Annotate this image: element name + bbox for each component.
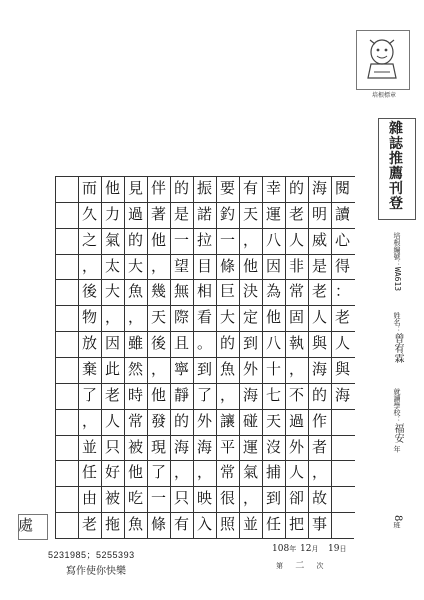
composition-char: 常 (127, 411, 143, 430)
composition-char: 此 (104, 360, 120, 378)
composition-char: 雖 (127, 334, 143, 353)
composition-char: 的 (173, 179, 189, 197)
composition-char: 要 (219, 179, 235, 197)
composition-char: ， (311, 463, 327, 482)
composition-char: 時 (127, 385, 143, 404)
grid-bottom-line (55, 538, 354, 539)
composition-char: 幾 (150, 282, 166, 301)
composition-char: 十 (265, 360, 281, 378)
composition-char: 卻 (288, 489, 304, 508)
composition-char: ， (150, 360, 166, 378)
composition-char: ， (196, 463, 212, 482)
date-month (300, 544, 318, 554)
date-day-unit: 日 (339, 545, 347, 553)
composition-char: 靜 (173, 385, 189, 404)
composition-char: 由 (81, 489, 97, 508)
composition-char: 老 (311, 282, 327, 301)
composition-char: 人 (311, 308, 327, 327)
composition-char: 碰 (242, 411, 258, 430)
composition-char: 與 (311, 334, 327, 353)
composition-char: 老 (104, 385, 120, 404)
composition-char: 海 (173, 437, 189, 456)
composition-char: 幸 (265, 179, 281, 197)
composition-char: 者 (311, 437, 327, 456)
composition-char: ， (104, 308, 120, 327)
composition-char: 天 (265, 411, 281, 430)
composition-char: 一 (173, 230, 189, 249)
composition-char: 明 (311, 204, 327, 223)
composition-char: 目 (196, 256, 212, 275)
grid-cell (332, 460, 355, 486)
composition-char: 閱 (334, 179, 350, 197)
composition-char: 他 (265, 308, 281, 327)
grid-cell (56, 254, 79, 280)
composition-char: 拖 (104, 515, 120, 534)
composition-char: 物 (81, 308, 97, 327)
date-month-value: 12 (300, 544, 312, 554)
composition-char: ， (150, 256, 166, 275)
composition-char: 氣 (104, 230, 120, 249)
composition-char: 力 (104, 204, 120, 223)
date-day-value: 19 (328, 544, 340, 554)
composition-char: 照 (219, 515, 235, 534)
composition-char: ， (173, 463, 189, 482)
composition-char: 的 (127, 230, 143, 249)
meta-name-value: 曾宥霖 (392, 333, 403, 363)
composition-char: 他 (104, 179, 120, 197)
composition-char: 運 (265, 204, 281, 223)
composition-char: 沒 (265, 437, 281, 456)
composition-char: 為 (265, 282, 281, 301)
composition-char: 海 (311, 360, 327, 378)
composition-char: 吃 (127, 489, 143, 508)
composition-char: 現 (150, 437, 166, 456)
grid-column (55, 176, 79, 538)
composition-char: 不 (288, 385, 304, 404)
grader-signature: 處 (18, 516, 34, 534)
composition-char: 好 (104, 463, 120, 482)
composition-char: 看 (196, 308, 212, 327)
grid-cell (56, 202, 79, 228)
composition-char: 外 (196, 411, 212, 430)
meta-school-value: 福安 (392, 423, 403, 443)
slogan: 寫作使你快樂 (66, 566, 126, 577)
composition-char: 到 (265, 489, 281, 508)
composition-char: 人 (288, 230, 304, 249)
composition-char: 魚 (127, 282, 143, 301)
composition-char: ， (127, 308, 143, 327)
composition-char: 很 (219, 489, 235, 508)
composition-char: 被 (104, 489, 120, 508)
composition-char: 老 (81, 515, 97, 534)
grid-cell (56, 512, 79, 538)
grid-cell (56, 409, 79, 435)
composition-char: 大 (219, 308, 235, 327)
composition-char: 作 (311, 411, 327, 430)
grid-cell (56, 435, 79, 461)
composition-char: ， (81, 411, 97, 430)
composition-char: 海 (196, 437, 212, 456)
composition-char: 海 (311, 179, 327, 197)
composition-char: 的 (173, 411, 189, 430)
composition-char: 寧 (173, 360, 189, 378)
composition-char: 際 (173, 308, 189, 327)
composition-char: 外 (242, 360, 258, 378)
composition-char: ， (242, 230, 258, 249)
meta-class (392, 515, 402, 528)
composition-char: 大 (127, 256, 143, 275)
meta-school (392, 388, 402, 452)
composition-char: 運 (242, 437, 258, 456)
composition-char: 把 (288, 515, 304, 534)
composition-char: 天 (150, 308, 166, 327)
date-year-value: 108 (272, 544, 290, 554)
composition-char: 讓 (219, 411, 235, 430)
meta-name-label: 姓名： (393, 312, 401, 333)
date-year-unit: 年 (289, 545, 297, 553)
grid-cell (56, 460, 79, 486)
composition-char: 伴 (150, 179, 166, 197)
bacon-mascot-icon (360, 32, 404, 86)
composition-char: 無 (173, 282, 189, 301)
composition-char: 被 (127, 437, 143, 456)
composition-char: 。 (196, 334, 212, 353)
composition-char: 魚 (219, 360, 235, 378)
composition-char: 映 (196, 489, 212, 508)
composition-char: 太 (104, 256, 120, 275)
grid-cell (56, 228, 79, 254)
meta-school-label: 就讀學校： (393, 388, 401, 423)
composition-char: ： (334, 282, 350, 301)
composition-char: 了 (196, 385, 212, 404)
composition-char: 的 (288, 179, 304, 197)
grid-cell (56, 383, 79, 409)
composition-char: 見 (127, 179, 143, 197)
composition-char: 棄 (81, 360, 97, 378)
composition-char: 老 (288, 204, 304, 223)
composition-char: 的 (311, 385, 327, 404)
composition-char: 因 (104, 334, 120, 353)
date-year (272, 544, 296, 554)
composition-char: 故 (311, 489, 327, 508)
composition-char: 他 (150, 385, 166, 404)
meta-name (392, 312, 402, 363)
date-day (328, 544, 346, 554)
composition-char: 非 (288, 256, 304, 275)
grid-cell (332, 435, 355, 461)
grid-cell (56, 176, 79, 202)
composition-char: 振 (196, 179, 212, 197)
composition-char: ， (242, 489, 258, 508)
date-month-unit: 月 (311, 545, 319, 553)
stamp-caption: 培根標章 (371, 92, 396, 99)
grid-cell (56, 279, 79, 305)
composition-char: 海 (242, 385, 258, 404)
composition-char: 讀 (334, 204, 350, 223)
composition-char: 任 (81, 463, 97, 482)
composition-char: 七 (265, 385, 281, 404)
composition-char: 得 (334, 256, 350, 275)
composition-char: 條 (150, 515, 166, 534)
composition-char: 捕 (265, 463, 281, 482)
composition-char: 天 (242, 204, 258, 223)
grid-cell (56, 331, 79, 357)
brand-title: 雜誌推薦刊登 (389, 121, 403, 212)
composition-char: 久 (81, 204, 97, 223)
meta-grade-value: 8 (392, 515, 403, 522)
meta-code-value: WA613 (393, 267, 402, 292)
composition-char: 與 (334, 360, 350, 378)
composition-char: 有 (173, 515, 189, 534)
composition-char: 固 (288, 308, 304, 327)
composition-char: 後 (81, 282, 97, 301)
composition-char: 威 (311, 230, 327, 249)
composition-char: 巨 (219, 282, 235, 301)
composition-char: 人 (288, 463, 304, 482)
composition-char: 心 (334, 230, 350, 249)
composition-char: 任 (265, 515, 281, 534)
composition-char: 了 (81, 385, 97, 404)
serial-number (276, 558, 323, 571)
composition-char: 的 (219, 334, 235, 353)
serial-value: 二 (295, 561, 305, 571)
composition-char: 定 (242, 308, 258, 327)
composition-char: 決 (242, 282, 258, 301)
serial-prefix: 第 (276, 562, 283, 570)
meta-class-label: 班 (393, 521, 401, 529)
meta-code (392, 232, 402, 291)
composition-char: 人 (334, 334, 350, 353)
composition-char: 相 (196, 282, 212, 301)
meta-grade-label: 年 (393, 445, 401, 453)
composition-char: 事 (311, 515, 327, 534)
composition-char: 八 (265, 230, 281, 249)
composition-char: 因 (265, 256, 281, 275)
composition-char: 發 (150, 411, 166, 430)
serial-suffix: 次 (316, 562, 324, 570)
composition-char: ， (81, 256, 97, 275)
composition-char: 了 (150, 463, 166, 482)
composition-char: 執 (288, 334, 304, 353)
meta-code-label: 培根編號： (393, 232, 401, 267)
composition-char: 他 (127, 463, 143, 482)
composition-char: 釣 (219, 204, 235, 223)
composition-char: 且 (173, 334, 189, 353)
composition-char: 只 (173, 489, 189, 508)
phone-numbers: 5231985；5255393 (48, 550, 135, 560)
composition-char: 然 (127, 360, 143, 378)
composition-char: 而 (81, 179, 97, 197)
composition-char: 魚 (127, 515, 143, 534)
composition-char: 海 (334, 385, 350, 404)
composition-char: 常 (219, 463, 235, 482)
composition-char: 著 (150, 204, 166, 223)
composition-char: 是 (173, 204, 189, 223)
composition-char: 並 (81, 437, 97, 456)
composition-char: 外 (288, 437, 304, 456)
composition-char: 只 (104, 437, 120, 456)
composition-char: 大 (104, 282, 120, 301)
composition-char: 望 (173, 256, 189, 275)
composition-char: 氣 (242, 463, 258, 482)
composition-char: 他 (242, 256, 258, 275)
composition-char: 他 (150, 230, 166, 249)
composition-char: 到 (196, 360, 212, 378)
grid-cell (332, 486, 355, 512)
composition-char: 並 (242, 515, 258, 534)
composition-char: 有 (242, 179, 258, 197)
composition-char: 過 (127, 204, 143, 223)
composition-char: 是 (311, 256, 327, 275)
grid-cell (332, 409, 355, 435)
composition-char: ， (288, 360, 304, 378)
grid-cell (332, 512, 355, 538)
composition-char: 拉 (196, 230, 212, 249)
grid-cell (56, 486, 79, 512)
composition-char: 常 (288, 282, 304, 301)
composition-char: 人 (104, 411, 120, 430)
composition-char: 老 (334, 308, 350, 327)
composition-char: 諾 (196, 204, 212, 223)
composition-char: 八 (265, 334, 281, 353)
composition-char: 平 (219, 437, 235, 456)
composition-char: ， (219, 385, 235, 404)
composition-char: 放 (81, 334, 97, 353)
grid-cell (56, 305, 79, 331)
grid-cell (56, 357, 79, 383)
composition-char: 過 (288, 411, 304, 430)
composition-char: 一 (150, 489, 166, 508)
composition-char: 到 (242, 334, 258, 353)
composition-char: 入 (196, 515, 212, 534)
composition-char: 後 (150, 334, 166, 353)
composition-char: 一 (219, 230, 235, 249)
composition-char: 之 (81, 230, 97, 249)
composition-char: 條 (219, 256, 235, 275)
